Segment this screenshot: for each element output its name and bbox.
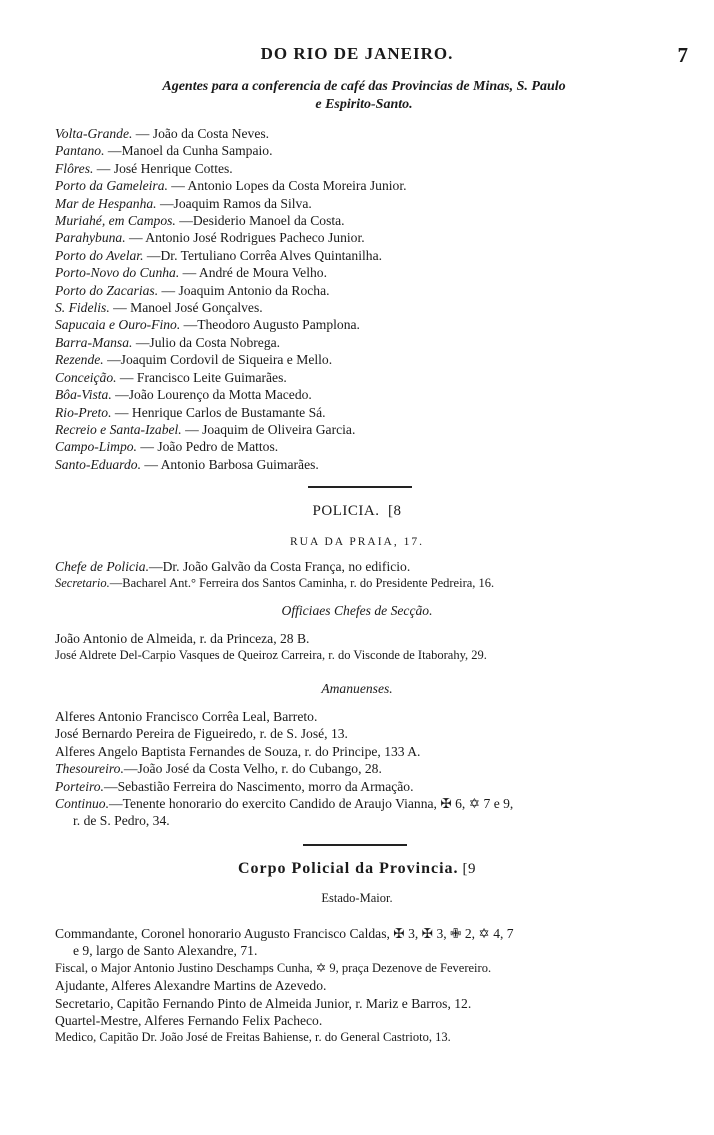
list-item: Mar de Hespanha. —Joaquim Ramos da Silva. (55, 195, 312, 211)
list-item: r. de S. Pedro, 34. (73, 813, 170, 829)
agents-list (55, 125, 695, 473)
list-item: Porto do Zacarias. — Joaquim Antonio da Rocha. (55, 282, 330, 298)
list-item: Chefe de Policia.—Dr. João Galvão da Costa França, no edificio. (55, 559, 411, 574)
list-item: e 9, largo de Santo Alexandre, 71. (73, 943, 258, 959)
list-item: Secretario, Capitão Fernando Pinto de Almeida Junior, r. Mariz e Barros, 12. (55, 995, 472, 1011)
section-divider (308, 486, 412, 488)
list-item: Pantano. —Manoel da Cunha Sampaio. (55, 143, 273, 159)
list-item: Alferes Angelo Baptista Fernandes de Souza, r. do Principe, 133 A. (55, 743, 421, 759)
list-item: Thesoureiro.—João José da Costa Velho, r. do Cubango, 28. (55, 761, 382, 777)
list-item: S. Fidelis. — Manoel José Gonçalves. (55, 300, 263, 316)
list-item: Rio-Preto. — Henrique Carlos de Bustamante Sá. (55, 404, 326, 420)
list-item: Quartel-Mestre, Alferes Fernando Felix Pacheco. (55, 1013, 323, 1029)
agents-heading-line-1: Agentes para a conferencia de café das Provincias de Minas, S. Paulo (162, 79, 566, 94)
list-item: João Antonio de Almeida, r. da Princeza, 28 B. (55, 631, 310, 646)
list-item: Barra-Mansa. —Julio da Costa Nobrega. (55, 334, 281, 350)
list-item: Commandante, Coronel honorario Augusto Francisco Caldas, ✠ 3, ✠ 3, ✙ 2, ✡ 4, 7 (55, 926, 514, 941)
section-heads-title: Officiaes Chefes de Secção. (281, 603, 433, 618)
list-item: Fiscal, o Major Antonio Justino Deschamps Cunha, ✡ 9, praça Dezenove de Fevereiro. (55, 960, 492, 975)
corpo-title: Corpo Policial da Provincia. [9 (237, 860, 477, 877)
section-heads-list (55, 630, 695, 665)
policia-officers (55, 558, 695, 593)
list-item: Flôres. — José Henrique Cottes. (55, 160, 233, 176)
list-item: Parahybuna. — Antonio José Rodrigues Pacheco Junior. (55, 230, 365, 246)
page-number: 7 (677, 43, 688, 67)
list-item: José Aldrete Del-Carpio Vasques de Queiroz Carreira, r. do Visconde de Itaborahy, 29. (55, 648, 487, 663)
corpo-list (55, 925, 695, 1047)
clerks-title: Amanuenses. (321, 681, 393, 696)
list-item: Secretario.—Bacharel Ant.° Ferreira dos Santos Caminha, r. do Presidente Pedreira, 16. (55, 576, 495, 591)
list-item: Medico, Capitão Dr. João José de Freitas Bahiense, r. do General Castrioto, 13. (55, 1030, 451, 1045)
list-item: Porto do Avelar. —Dr. Tertuliano Corrêa Alves Quintanilha. (55, 247, 383, 263)
section-divider (303, 844, 407, 846)
list-item: Porto da Gameleira. — Antonio Lopes da Costa Moreira Junior. (55, 178, 407, 194)
policia-title: POLICIA. [8 (312, 503, 402, 519)
list-item: Porteiro.—Sebastião Ferreira do Nascimento, morro da Armação. (55, 778, 414, 794)
list-item: Continuo.—Tenente honorario do exercito Candido de Araujo Vianna, ✠ 6, ✡ 7 e 9, (55, 796, 514, 812)
list-item: Ajudante, Alferes Alexandre Martins de Azevedo. (55, 978, 327, 994)
list-item: Santo-Eduardo. — Antonio Barbosa Guimarães. (55, 456, 319, 472)
list-item: Sapucaia e Ouro-Fino. —Theodoro Augusto Pamplona. (55, 317, 360, 333)
list-item: Muriahé, em Campos. —Desiderio Manoel da Costa. (55, 213, 345, 229)
corpo-subtitle: Estado-Maior. (321, 891, 393, 905)
list-item: Volta-Grande. — João da Costa Neves. (55, 126, 270, 141)
running-title: DO RIO DE JANEIRO. (260, 44, 454, 63)
list-item: Conceição. — Francisco Leite Guimarães. (55, 369, 287, 385)
list-item: José Bernardo Pereira de Figueiredo, r. de S. José, 13. (55, 726, 348, 742)
agents-heading (64, 78, 664, 114)
list-item: Recreio e Santa-Izabel. — Joaquim de Oliveira Garcia. (55, 421, 356, 437)
list-item: Bôa-Vista. —João Lourenço da Motta Macedo. (55, 387, 312, 403)
policia-address: RUA DA PRAIA, 17. (289, 536, 424, 548)
list-item: Porto-Novo do Cunha. — André de Moura Velho. (55, 265, 327, 281)
clerks-list (55, 708, 695, 830)
list-item: Rezende. —Joaquim Cordovil de Siqueira e Mello. (55, 352, 333, 368)
list-item: Campo-Limpo. — João Pedro de Mattos. (55, 439, 279, 455)
agents-heading-line-2: e Espirito-Santo. (315, 97, 413, 112)
list-item: Alferes Antonio Francisco Corrêa Leal, Barreto. (55, 709, 318, 724)
